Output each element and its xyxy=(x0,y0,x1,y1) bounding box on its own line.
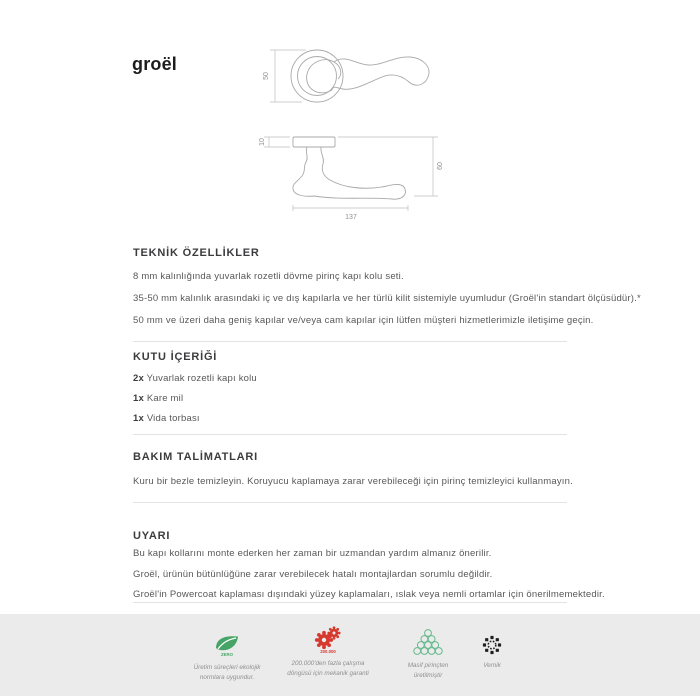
section-separator xyxy=(133,602,567,603)
gears-icon xyxy=(313,625,343,654)
box-item xyxy=(133,373,257,384)
lever-side-outline xyxy=(293,147,406,199)
spec-line: 8 mm kalınlığında yuvarlak rozetli dövme pirinç kapı kolu seti. xyxy=(133,271,404,282)
badge-caption: 200.000'den fazla çalışma döngüsü için mekanik garanti xyxy=(287,660,369,677)
badge-brass xyxy=(403,628,453,681)
spec-line: 35-50 mm kalınlık arasındaki iç ve dış kapılarla ve her türlü kilit sistemiyle uyumludur (Groël'in standart ölçüsüdür).* xyxy=(133,293,641,304)
section-heading-box-contents: KUTU İÇERİĞİ xyxy=(133,351,218,363)
dim-label-rosette-diameter: 50 xyxy=(263,72,270,80)
care-line: Kuru bir bezle temizleyin. Koruyucu kaplamaya zarar verebileceği için pirinç temizleyici kullanmayın. xyxy=(133,476,573,487)
footer-badge-band xyxy=(0,614,700,696)
badge-eco xyxy=(187,630,267,683)
warranty-icon-label: 200.000 xyxy=(320,649,336,654)
item-qty: 2x xyxy=(133,373,144,384)
box-item xyxy=(133,393,183,404)
eco-icon-label: ZERO xyxy=(221,652,233,657)
lever-grip-outline xyxy=(332,57,429,90)
item-label: Vida torbası xyxy=(146,413,200,424)
varnish-icon xyxy=(481,634,503,656)
badge-warranty xyxy=(283,626,373,679)
eco-leaf-icon xyxy=(213,633,241,658)
warning-line: Groël'in Powercoat kaplaması dışındaki yüzey kaplamaları, ıslak veya nemli ortamlar için önerilmemektedir. xyxy=(133,589,605,600)
box-item xyxy=(133,413,200,424)
section-separator xyxy=(133,502,567,503)
dim-label-handle-height: 60 xyxy=(437,162,444,170)
badge-varnish xyxy=(472,632,512,671)
lever-curl-outline xyxy=(307,60,341,93)
section-heading-care: BAKIM TALİMATLARI xyxy=(133,451,259,463)
spec-line: 50 mm ve üzeri daha geniş kapılar ve/veya cam kapılar için lütfen müşteri hizmetlerimizle iletişime geçin. xyxy=(133,315,594,326)
warning-line: Bu kapı kollarını monte ederken her zaman bir uzmandan yardım almanız önerilir. xyxy=(133,548,492,559)
badge-caption: Vernik xyxy=(483,662,501,669)
warning-line: Groël, ürünün bütünlüğüne zarar verebilecek hatalı montajlardan sorumlu değildir. xyxy=(133,569,493,580)
section-separator xyxy=(133,341,567,342)
dim-label-rosette-thickness: 10 xyxy=(259,138,266,146)
section-separator xyxy=(133,434,567,435)
item-label: Kare mil xyxy=(146,393,184,404)
rosette-profile xyxy=(293,137,335,147)
dim-label-handle-length: 137 xyxy=(345,214,357,221)
brass-balls-icon xyxy=(412,628,444,656)
handle-front-view-drawing xyxy=(256,46,436,108)
brand-logo: groël xyxy=(132,54,178,74)
rosette-inner-circle xyxy=(298,57,337,96)
section-heading-warning: UYARI xyxy=(133,530,171,542)
handle-side-view-drawing xyxy=(256,128,451,223)
badge-caption: Üretim süreçleri ekolojik normlara uygundur. xyxy=(193,664,261,681)
item-qty: 1x xyxy=(133,413,144,424)
item-qty: 1x xyxy=(133,393,144,404)
item-label: Yuvarlak rozetli kapı kolu xyxy=(146,373,257,384)
rosette-outer-circle xyxy=(291,50,343,102)
badge-caption: Masif pirinçten üretilmiştir xyxy=(407,662,449,679)
section-heading-technical: TEKNİK ÖZELLİKLER xyxy=(133,247,260,259)
